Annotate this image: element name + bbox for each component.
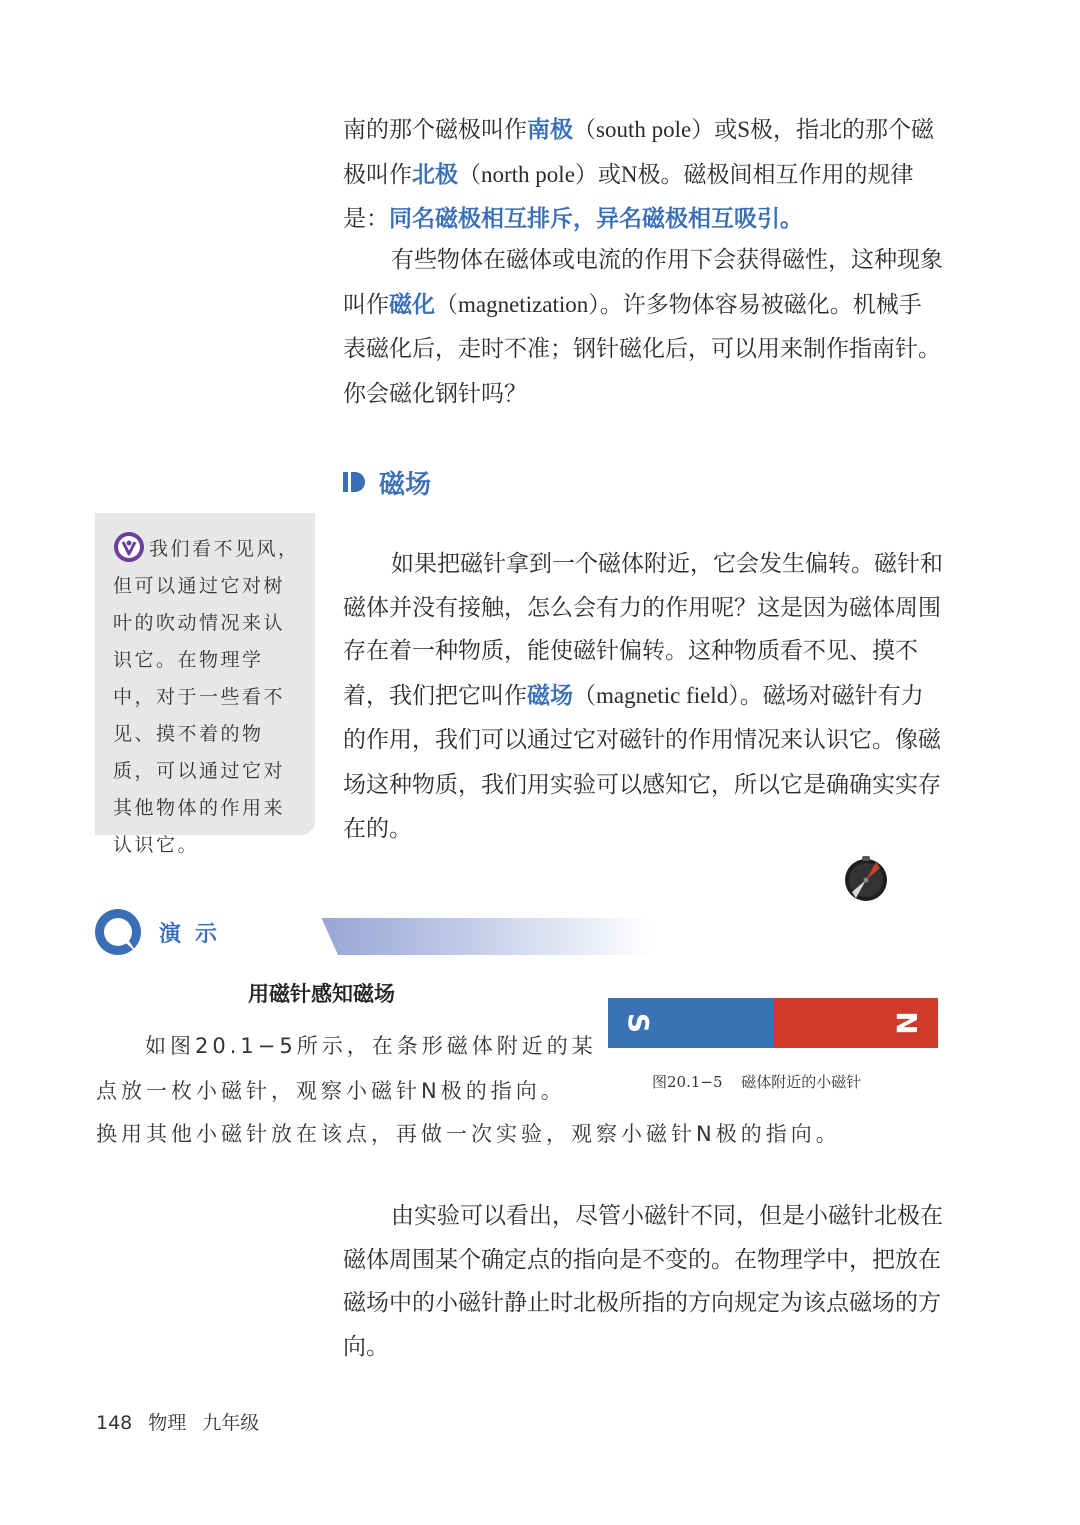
sidebar-text: 我们看不见风，但可以通过它对树叶的吹动情况来认识它。在物理学中，对于一些看不见、摸不着的物质，可以通过它对其他物体的作用来认识它。: [113, 538, 300, 856]
heading-marker-icon: [343, 470, 365, 494]
sidebar-note: [95, 513, 315, 856]
term-magnetic-field: 磁场: [527, 682, 573, 709]
text: （south pole）或S极，指北的那个磁极叫作: [343, 117, 934, 187]
subject-name: 物理: [148, 1412, 187, 1434]
experiment-line-1: 如图20.1−5所示，在条形磁体附近的某: [145, 1034, 597, 1058]
bar-magnet-figure: [608, 998, 938, 1050]
term-north-pole: 北极: [412, 161, 458, 188]
figure-caption: 图20.1−5 磁体附近的小磁针: [652, 1073, 862, 1091]
paragraph-magnetic-poles: [343, 108, 943, 242]
section-title: 磁场: [379, 469, 432, 500]
text: （magnetic field）。磁场对磁针有力的作用，我们可以通过它对磁针的作用情况来认识它。像磁场这种物质，我们用实验可以感知它，所以它是确确实实存在的。: [343, 682, 941, 841]
section-heading: [343, 462, 431, 502]
compass-illustration: [842, 854, 892, 904]
page-footer: [96, 1408, 275, 1435]
paragraph-magnetic-field: [343, 543, 943, 852]
experiment-line-2: 点放一枚小磁针，观察小磁针N极的指向。: [96, 1079, 566, 1103]
text: 有些物体在磁体或电流的作用下会获得磁性，这种现象叫作: [343, 247, 943, 318]
text: 如果把磁针拿到一个磁体附近，它会发生偏转。磁针和磁体并没有接触，怎么会有力的作用呢？这是因为磁体周围存在着一种物质，能使磁针偏转。这种物质看不见、摸不着，我们把它叫作: [343, 551, 943, 709]
term-magnetization: 磁化: [389, 291, 435, 318]
paragraph-magnetization: [343, 239, 943, 416]
experiment-line-3: 换用其他小磁针放在该点，再做一次实验，观察小磁针N极的指向。: [96, 1122, 841, 1146]
text: （magnetization）。许多物体容易被磁化。机械手表磁化后，走时不准；钢针磁化后，可以用来制作指南针。你会磁化钢针吗？: [343, 291, 941, 406]
text: （north pole）或N极。磁极间相互作用的规律是：: [343, 161, 914, 231]
demo-icon: [93, 907, 143, 957]
text: 由实验可以看出，尽管小磁针不同，但是小磁针北极在磁体周围某个确定点的指向是不变的。在物理学中，把放在磁场中的小磁针静止时北极所指的方向规定为该点磁场的方向。: [343, 1203, 943, 1360]
grade-name: 九年级: [202, 1412, 260, 1434]
text: 南的那个磁极叫作: [343, 117, 527, 143]
lightbulb-icon: [113, 531, 145, 563]
term-south-pole: 南极: [527, 117, 573, 143]
demo-gradient-bar: [228, 918, 653, 955]
paragraph-field-direction: [343, 1195, 943, 1369]
pole-n-label: N: [890, 1011, 923, 1035]
pole-s-label: S: [622, 1012, 655, 1034]
demo-banner: [93, 907, 653, 957]
page-number: 148: [96, 1412, 133, 1434]
experiment-title: 用磁针感知磁场: [248, 982, 395, 1006]
pole-rule: 同名磁极相互排斥，异名磁极相互吸引。: [389, 206, 803, 232]
demo-label: 演示: [159, 922, 232, 947]
